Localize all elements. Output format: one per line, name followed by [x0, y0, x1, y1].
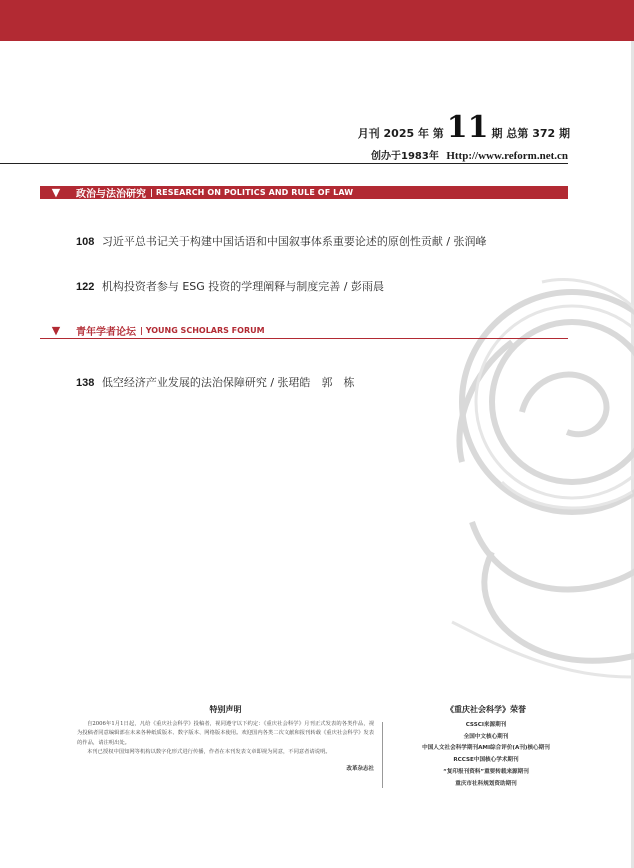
issue-prefix: 月刊 2025 年 第	[357, 127, 444, 140]
page-number: 122	[76, 281, 95, 293]
founded-info	[371, 147, 568, 162]
honors-title: 《重庆社会科学》荣誉	[446, 705, 526, 714]
header-band	[0, 0, 634, 41]
toc-entry[interactable]	[76, 233, 487, 249]
page-number: 138	[76, 377, 95, 389]
triangle-down-icon: ▼	[51, 186, 61, 199]
issue-number: 11	[446, 110, 489, 145]
notice-signature: 改革杂志社	[346, 766, 374, 773]
founded-year: 创办于1983年	[370, 151, 439, 162]
honor-item: 中国人文社会科学期刊AMI综合评价(A刊)核心期刊	[422, 745, 550, 752]
journal-honors	[388, 704, 584, 790]
notice-paragraph: 自2006年1月1日起，凡给《重庆社会科学》投稿者，视同遵守以下约定：《重庆社会科学》月刊正式发表的各类作品，视为投稿者同意编辑部在未来各种纸质版本、数字版本、网络版本使用。欢迎国内各类二次文献和报刊转载《重庆社会科学》发表的作品，请注明出处。	[77, 721, 374, 746]
section-title-en: | RESEARCH ON POLITICS AND RULE OF LAW	[150, 188, 354, 197]
honor-item: “复印报刊资料”重要转载来源期刊	[443, 768, 529, 775]
toc-entry[interactable]	[76, 278, 384, 294]
article-title: 习近平总书记关于构建中国话语和中国叙事体系重要论述的原创性贡献 / 张润峰	[101, 235, 487, 248]
section-title-en: | YOUNG SCHOLARS FORUM	[140, 325, 265, 335]
column-divider	[382, 722, 383, 788]
honor-item: 重庆市社科规划资助期刊	[455, 780, 517, 787]
section-header-politics-law	[40, 186, 568, 199]
notice-title: 特别声明	[209, 705, 242, 714]
special-notice	[77, 704, 374, 772]
triangle-down-icon: ▼	[51, 323, 61, 337]
notice-paragraph: 本刊已授权中国知网等机构以数字化形式进行传播，作者在本刊发表文章即视为同意，不同意者请说明。	[87, 748, 331, 755]
honor-item: CSSCI来源期刊	[465, 722, 507, 728]
issue-suffix: 期 总第 372 期	[491, 127, 570, 140]
decorative-ornament	[432, 222, 634, 682]
honor-item: RCCSE中国核心学术期刊	[453, 757, 519, 764]
honor-item: 全国中文核心期刊	[463, 733, 509, 740]
header-rule	[0, 163, 568, 164]
issue-info	[357, 110, 570, 147]
section-title: 政治与法治研究	[76, 189, 146, 200]
section-title: 青年学者论坛	[76, 326, 136, 338]
article-title: 低空经济产业发展的法治保障研究 / 张珺皓 郭 栋	[101, 376, 355, 389]
section-header-young-scholars	[40, 322, 568, 339]
website-url: Http://www.reform.net.cn	[446, 150, 568, 162]
toc-entry[interactable]	[76, 374, 355, 390]
page-number: 108	[76, 236, 95, 248]
article-title: 机构投资者参与 ESG 投资的学理阐释与制度完善 / 彭雨晨	[101, 280, 385, 293]
